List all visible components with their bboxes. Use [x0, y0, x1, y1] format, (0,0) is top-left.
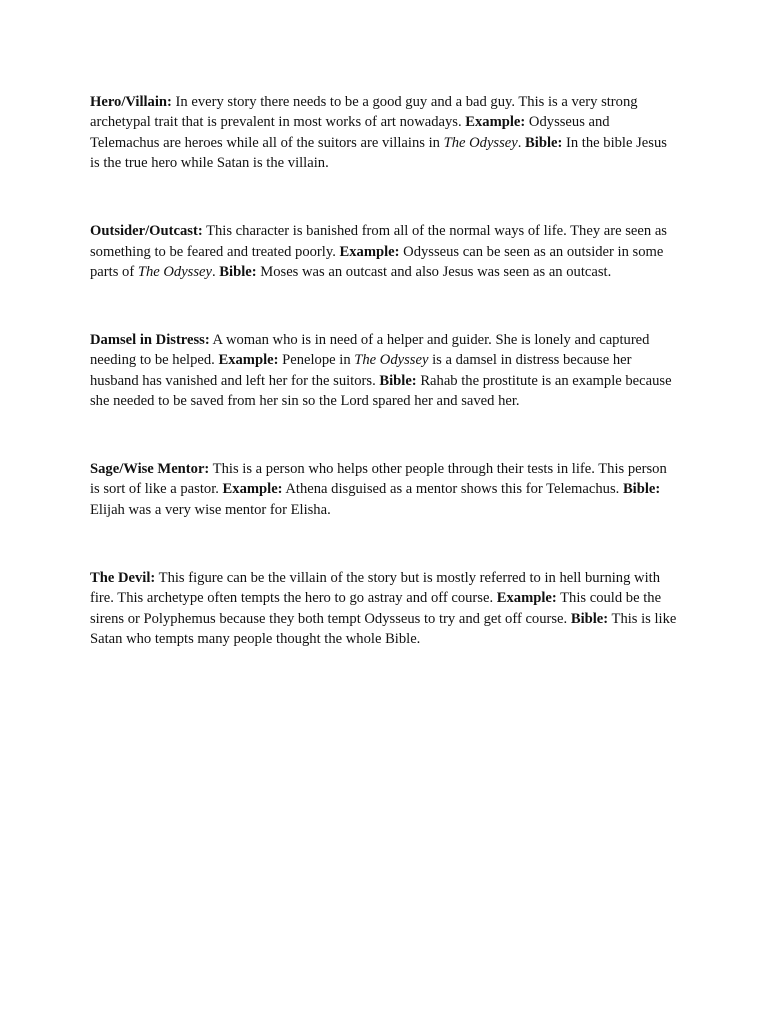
entry-the-devil	[90, 568, 680, 650]
entry-damsel-in-distress	[90, 330, 680, 412]
example-label: Example:	[496, 590, 557, 607]
entry-text: .	[212, 263, 220, 280]
entry-text: Odysseus can be seen as an outsider in some parts of	[90, 243, 664, 280]
entry-term: Sage/Wise Mentor:	[90, 460, 210, 477]
document-page	[90, 92, 680, 697]
entry-text: This is like Satan who tempts many people thought the whole Bible.	[90, 610, 677, 647]
entry-text: Moses was an outcast and also Jesus was seen as an outcast.	[256, 263, 612, 280]
entry-text: In the bible Jesus is the true hero while Satan is the villain.	[90, 134, 667, 172]
example-label: Example:	[222, 481, 283, 498]
bible-label: Bible:	[379, 372, 417, 389]
entry-term: The Devil:	[90, 569, 156, 586]
entry-text: This is a person who helps other people through their tests in life. This person is sort of like a pastor.	[90, 460, 667, 498]
entry-term: Outsider/Outcast:	[90, 223, 203, 240]
entry-text: Elijah was a very wise mentor for Elisha.	[90, 501, 331, 518]
entry-text: .	[517, 134, 526, 151]
book-title: The Odyssey	[354, 352, 429, 369]
entry-text: This character is banished from all of the normal ways of life. They are seen as something to be feared and treated poorly.	[90, 223, 667, 260]
entry-outsider-outcast	[90, 221, 680, 282]
entry-term: Damsel in Distress:	[90, 331, 210, 348]
entry-text: A woman who is in need of a helper and guider. She is lonely and captured needing to be helped.	[90, 331, 650, 369]
entry-text: Odysseus and Telemachus are heroes while all of the suitors are villains in	[90, 114, 610, 151]
example-label: Example:	[218, 352, 279, 369]
example-label: Example:	[339, 243, 400, 260]
entry-text: In every story there needs to be a good guy and a bad guy. This is a very strong archetypal trait that is prevalent in most works of art nowadays.	[90, 94, 638, 131]
book-title: The Odyssey	[137, 263, 212, 280]
book-title: The Odyssey	[443, 134, 518, 151]
entry-sage-wise-mentor	[90, 459, 680, 520]
entry-text: This figure can be the villain of the story but is mostly referred to in hell burning with fire. This archetype often tempts the hero to go astray and off course.	[90, 569, 660, 607]
entry-text: Penelope in	[278, 352, 355, 369]
entry-text: This could be the sirens or Polyphemus because they both tempt Odysseus to try and get off course.	[90, 590, 662, 627]
bible-label: Bible:	[219, 263, 257, 280]
entry-text: Athena disguised as a mentor shows this for Telemachus.	[282, 481, 623, 498]
entry-hero-villain	[90, 92, 680, 174]
entry-text: is a damsel in distress because her husband has vanished and left her for the suitors.	[90, 352, 632, 389]
example-label: Example:	[465, 114, 526, 131]
bible-label: Bible:	[622, 481, 661, 498]
entry-text: Rahab the prostitute is an example because she needed to be saved from her sin so the Lord spared her and saved her.	[90, 372, 672, 410]
bible-label: Bible:	[525, 134, 563, 151]
bible-label: Bible:	[570, 610, 609, 627]
entry-term: Hero/Villain:	[90, 94, 172, 110]
